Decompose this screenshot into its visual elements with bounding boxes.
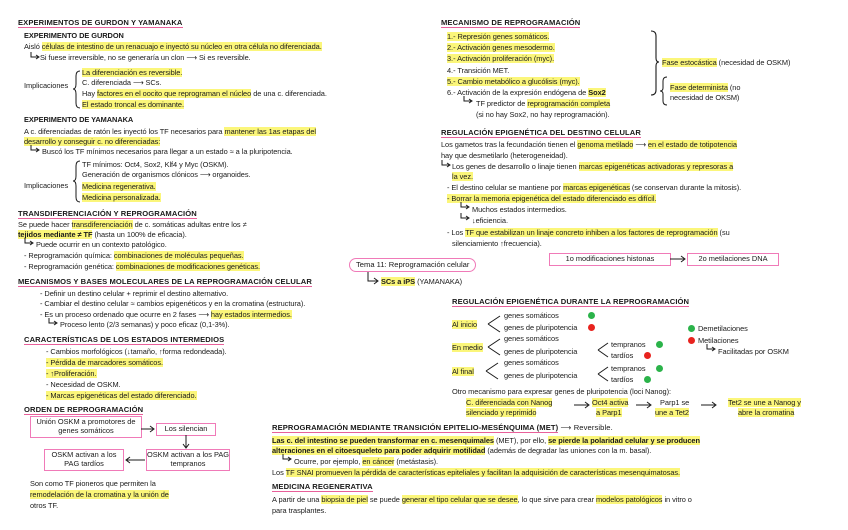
legend-facilitated: Facilitadas por OSKM — [718, 347, 789, 356]
brace-icon — [73, 160, 81, 204]
implication-1: La diferenciación es reversible. — [82, 68, 183, 77]
green-dot — [588, 312, 595, 319]
implications-label: Implicaciones — [24, 81, 69, 90]
arrow-right-icon: ⟶ — [635, 140, 646, 149]
section-title-gurdon-yamanaka: EXPERIMENTOS DE GURDON Y YAMANAKA — [18, 18, 183, 27]
arrow-down-icon — [183, 435, 189, 449]
epi-line-9: - Los TF que estabilizan un linaje concreto inhiben a los factores de reprogramación (su — [447, 228, 730, 237]
mech-step-7: TF predictor de reprogramación completa — [476, 99, 611, 108]
epi-line-2: hay que desmetilarlo (heterogeneidad). — [441, 151, 568, 160]
fork-arrow-icon — [488, 336, 502, 358]
stage-start-label: Al inicio — [452, 320, 478, 329]
section-title-regenerative: MEDICINA REGENERATIVA — [272, 482, 373, 491]
epi-line-5: - El destino celular se mantiene por marcas epigenéticas (se conservan durante la mitosis). — [447, 183, 742, 192]
emt-line-4: Los TF SNAI promueven la pérdida de características epiteliales y facilitan la adquisición de características mesenquimatosas. — [272, 468, 681, 477]
start-somatic-genes: genes somáticos — [504, 311, 559, 320]
section-title-epigenetic-fate: REGULACIÓN EPIGENÉTICA DEL DESTINO CELULAR — [441, 128, 641, 137]
green-dot — [656, 365, 663, 372]
intermediate-line-3: - ↑Proliferación. — [46, 369, 97, 378]
intermediate-line-4: - Necesidad de OSKM. — [46, 380, 121, 389]
red-dot — [588, 324, 595, 331]
end-late: tardíos — [611, 375, 634, 384]
arrow-right-icon — [670, 256, 686, 262]
middle-somatic-genes: genes somáticos — [504, 334, 559, 343]
legend-demethylation: Demetilaciones — [698, 324, 748, 333]
section-title-transdifferentiation: TRANSDIFERENCIACIÓN Y REPROGRAMACIÓN — [18, 209, 197, 218]
epi-line-1: Los gametos tras la fecundación tienen el genoma metilado ⟶ en el estado de totipotencia — [441, 140, 737, 149]
gurdon-line-1: Aisló células de intestino de un renacuajo e inyectó su núcleo en otra célula no diferenciada. — [24, 42, 322, 51]
nanog-step-3a: Parp1 se — [660, 398, 690, 407]
fork-arrow-icon — [488, 313, 502, 335]
arrow-left-icon — [125, 457, 145, 463]
mech-step-1: 1.- Represión genes somáticos. — [447, 32, 550, 41]
green-dot — [644, 376, 651, 383]
mech-step-2: 2.- Activación genes mesodermo. — [447, 43, 555, 52]
end-somatic-genes: genes somáticos — [504, 358, 559, 367]
yamanaka-implication-1: TF mínimos: Oct4, Sox2, Klf4 y Myc (OSKM). — [82, 160, 229, 169]
emt-line-1: Las c. del intestino se pueden transformar en c. mesenquimales (MET), por ello, se pierde la polaridad celular y se producen — [272, 436, 700, 445]
epi-line-6: - Borrar la memoria epigenética del estado diferenciado es difícil. — [447, 194, 657, 203]
yamanaka-line-2: desarrollo y conseguir c. no diferenciadas: — [24, 137, 161, 146]
stage-middle-label: En medio — [452, 343, 483, 352]
nanog-step-1b: silenciado y reprimido — [466, 408, 537, 417]
fork-arrow-icon — [486, 360, 500, 382]
turn-arrow-icon — [48, 318, 58, 326]
intermediate-line-2: - Pérdida de marcadores somáticos. — [46, 358, 164, 367]
legend-green-dot — [688, 325, 695, 332]
legend-red-dot — [688, 337, 695, 344]
section-title-order: ORDEN DE REPROGRAMACIÓN — [24, 405, 144, 414]
turn-arrow-icon — [30, 145, 40, 153]
phase-deterministic: Fase determinista (no — [670, 83, 741, 92]
mech-step-3: 3.- Activación proliferación (myc). — [447, 54, 555, 63]
turn-arrow-icon — [706, 344, 716, 352]
arrow-right-icon: ⟶ — [198, 310, 209, 319]
mech-step-8: (si no hay Sox2, no hay reprogramación). — [476, 110, 610, 119]
mech-line-2: - Cambiar el destino celular ≈ cambios epigenéticos y en la cromatina (estructura). — [40, 299, 306, 308]
intermediate-line-1: - Cambios morfológicos (↓tamaño, ↑forma redondeada). — [46, 347, 227, 356]
nanog-step-4a: Tet2 se une a Nanog y — [728, 398, 801, 407]
epi-line-8: ↓eficiencia. — [472, 216, 508, 225]
scs-to-ips: SCs a iPS (YAMANAKA) — [381, 277, 463, 286]
middle-early: tempranos — [611, 340, 646, 349]
middle-pluripotency-genes: genes de pluripotencia — [504, 347, 578, 356]
stage-end-label: Al final — [452, 367, 474, 376]
mech-line-1: - Definir un destino celular + reprimir el destino alternativo. — [40, 289, 229, 298]
mech-step-6: 6.- Activación de la expresión endógena de Sox2 — [447, 88, 606, 97]
trans-line-5: - Reprogramación genética: combinaciones de modificaciones genéticas. — [24, 262, 261, 271]
trans-line-4: - Reprogramación química: combinaciones de moléculas pequeñas. — [24, 251, 244, 260]
arrow-right-icon: ⟶ — [199, 170, 211, 179]
turn-arrow-icon — [463, 96, 473, 104]
trans-line-3: Puede ocurrir en un contexto patológico. — [36, 240, 167, 249]
phase-deterministic-2: necesidad de OKSM) — [670, 93, 740, 102]
turn-arrow-icon — [30, 52, 40, 60]
modification-2-box: 2o metilaciones DNA — [687, 253, 779, 266]
order-box-3: OSKM activan a los PAG tardíos — [44, 449, 124, 471]
epi-line-7: Muchos estados intermedios. — [472, 205, 567, 214]
subtitle-yamanaka: EXPERIMENTO DE YAMANAKA — [24, 115, 134, 124]
gurdon-line-2: Si fuese irreversible, no se generaría un clon ⟶ Si es reversible. — [40, 53, 251, 62]
topic-title: Tema 11: Reprogramación celular — [349, 258, 476, 272]
order-box-4: OSKM activan a los PAG tempranos — [146, 449, 230, 471]
fork-arrow-icon — [598, 364, 610, 384]
nanog-step-1a: C. diferenciada con Nanog — [466, 398, 553, 407]
start-pluripotency-genes: genes de pluripotencia — [504, 323, 578, 332]
end-pluripotency-genes: genes de pluripotencia — [504, 371, 578, 380]
end-early: tempranos — [611, 364, 646, 373]
modification-1-box: 1o modificaciones histonas — [549, 253, 671, 266]
nanog-intro: Otro mecanismo para expresar genes de pluripotencia (loci Nanog): — [452, 387, 671, 396]
nanog-step-2b: a Parp1 — [596, 408, 622, 417]
epi-line-10: silenciamiento ↑frecuencia). — [452, 239, 542, 248]
order-footer-1: Son como TF pioneros que permiten la — [30, 479, 156, 488]
arrow-right-icon — [574, 402, 590, 408]
arrow-right-icon — [141, 426, 155, 432]
emt-line-3: Ocurre, por ejemplo, en cáncer (metástasis). — [294, 457, 439, 466]
brace-icon — [660, 76, 668, 106]
phase-stochastic: Fase estocástica (necesidad de OSKM) — [662, 58, 791, 67]
section-title-mechanisms: MECANISMOS Y BASES MOLECULARES DE LA REPROGRAMACIÓN CELULAR — [18, 277, 312, 286]
turn-arrow-icon — [460, 213, 470, 221]
epi-line-3: Los genes de desarrollo o linaje tienen marcas epigenéticas activadoras y represoras a — [452, 162, 734, 171]
legend-methylation: Metilaciones — [698, 336, 739, 345]
yamanaka-line-1: A c. diferenciadas de ratón les inyectó los TF necesarios para mantener las 1as etapas del — [24, 127, 316, 136]
brace-icon — [650, 30, 660, 96]
section-title-emt: REPROGRAMACIÓN MEDIANTE TRANSICIÓN EPITELIO-MESÉNQUIMA (MET) ⟶ Reversible. — [272, 423, 613, 432]
section-title-epigenetic-reprogramming: REGULACIÓN EPIGENÉTICA DURANTE LA REPROGRAMACIÓN — [452, 297, 690, 306]
regen-line-2: para trasplantes. — [272, 506, 327, 515]
nanog-step-3b: une a Tet2 — [655, 408, 689, 417]
yamanaka-implication-2: Generación de organismos clónicos ⟶ organoides. — [82, 170, 251, 179]
yamanaka-implication-4: Medicina personalizada. — [82, 193, 161, 202]
nanog-step-4b: abre la cromatina — [738, 408, 795, 417]
brace-icon — [73, 70, 81, 110]
trans-line-2: tejidos mediante ≠ TF (hasta un 100% de eficacia). — [18, 230, 187, 239]
fork-arrow-icon — [598, 340, 610, 360]
order-footer-2: remodelación de la cromatina y la unión de — [30, 490, 169, 499]
order-footer-3: otros TF. — [30, 501, 59, 510]
emt-line-2: alteraciones en el citoesqueleto para poder adquirir motilidad (además de degradar las uniones con la m. basal). — [272, 446, 652, 455]
epi-line-4: la vez. — [452, 172, 474, 181]
arrow-right-icon: ⟶ — [132, 78, 144, 87]
implication-4: El estado troncal es dominante. — [82, 100, 184, 109]
arrow-right-icon: ⟶ — [560, 423, 572, 432]
red-dot — [644, 352, 651, 359]
green-dot — [656, 341, 663, 348]
turn-arrow-icon — [24, 238, 34, 246]
arrow-right-icon — [636, 402, 652, 408]
subtitle-gurdon: EXPERIMENTO DE GURDON — [24, 31, 124, 40]
turn-arrow-icon — [441, 160, 451, 168]
nanog-step-2a: Oct4 activa — [592, 398, 629, 407]
implication-2: C. diferenciada ⟶ SCs. — [82, 78, 162, 87]
yamanaka-implication-3: Medicina regenerativa. — [82, 182, 156, 191]
regen-line-1: A partir de una biopsia de piel se puede generar el tipo celular que se desee, lo que sirve para crear modelos patológicos in vitro o — [272, 495, 692, 504]
turn-arrow-icon — [367, 272, 379, 286]
turn-arrow-icon — [282, 454, 292, 462]
trans-line-1: Se puede hacer transdiferenciación de c. somáticas adultas entre los ≠ — [18, 220, 247, 229]
mech-line-4: Proceso lento (2/3 semanas) y poco eficaz (0,1-3%). — [60, 320, 230, 329]
arrow-right-icon — [701, 402, 717, 408]
section-title-reprogramming-mechanism: MECANISMO DE REPROGRAMACIÓN — [441, 18, 581, 27]
turn-arrow-icon — [460, 202, 470, 210]
order-box-2: Los silencian — [156, 423, 216, 436]
middle-late: tardíos — [611, 351, 634, 360]
intermediate-line-5: - Marcas epigenéticas del estado diferenciado. — [46, 391, 197, 400]
implication-3: Hay factores en el oocito que reprograman el núcleo de una c. diferenciada. — [82, 89, 327, 98]
mech-line-3: - Es un proceso ordenado que ocurre en 2 fases ⟶ hay estados intermedios. — [40, 310, 292, 319]
yamanaka-line-3: Buscó los TF mínimos necesarios para llegar a un estado ≈ a la pluripotencia. — [42, 147, 293, 156]
yamanaka-implications-label: Implicaciones — [24, 181, 69, 190]
mech-step-4: 4.- Transición MET. — [447, 66, 510, 75]
order-box-1: Unión OSKM a promotores de genes somáticos — [30, 416, 142, 438]
mech-step-5: 5.- Cambio metabólico a glucólisis (myc). — [447, 77, 580, 86]
section-title-intermediate: CARACTERÍSTICAS DE LOS ESTADOS INTERMEDIOS — [24, 335, 225, 344]
arrow-right-icon: ⟶ — [186, 53, 197, 62]
